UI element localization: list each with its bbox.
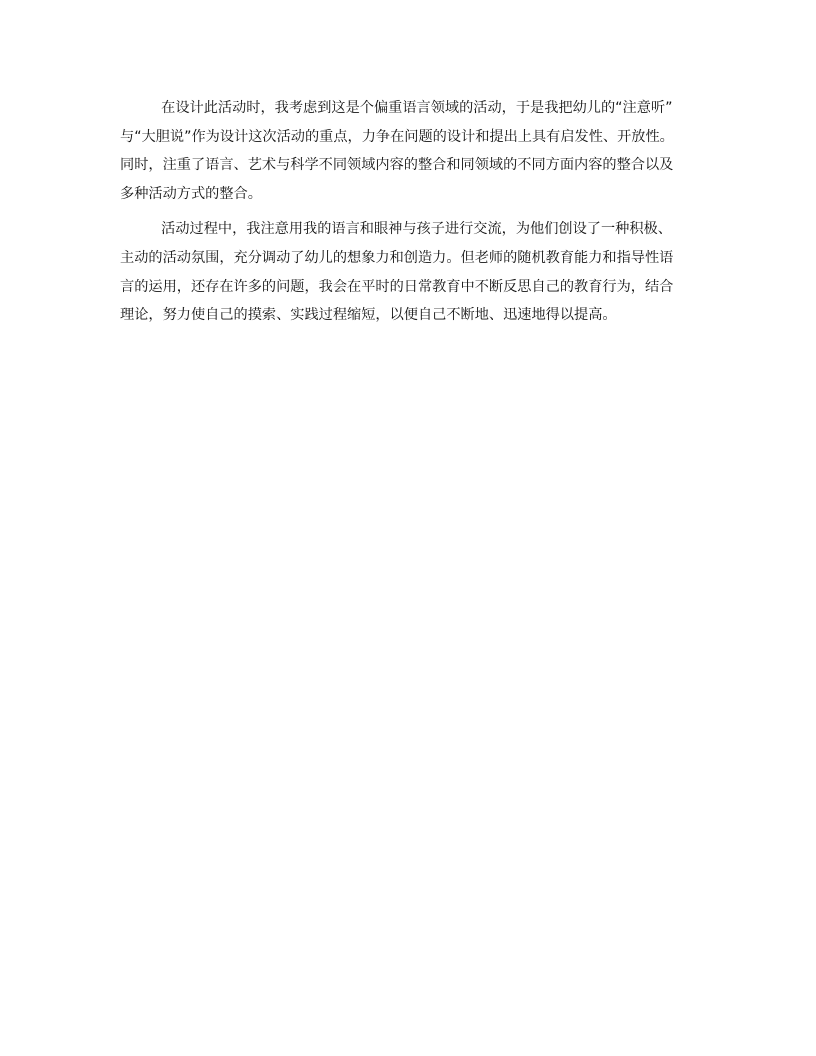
paragraph-1 (120, 94, 698, 208)
paragraph-1-line-4: 多种活动方式的整合。 (120, 185, 262, 202)
paragraph-1-line-3: 同时，注重了语言、艺术与科学不同领域内容的整合和同领域的不同方面内容的整合以及 (120, 157, 674, 174)
paragraph-2-line-1: 活动过程中，我注意用我的语言和眼神与孩子进行交流，为他们创设了一种积极、 (161, 221, 672, 238)
document-body (120, 94, 698, 337)
paragraph-1-line-1: 在设计此活动时，我考虑到这是个偏重语言领域的活动，于是我把幼儿的“注意听” (161, 100, 673, 116)
paragraph-2-line-2: 主动的活动氛围，充分调动了幼儿的想象力和创造力。但老师的随机教育能力和指导性语 (120, 249, 674, 266)
paragraph-2 (120, 215, 698, 329)
paragraph-1-line-2: 与“大胆说”作为设计这次活动的重点，力争在问题的设计和提出上具有启发性、开放性。 (120, 128, 674, 145)
paragraph-2-line-3: 言的运用，还存在许多的问题，我会在平时的日常教育中不断反思自己的教育行为，结合 (120, 278, 674, 295)
paragraph-2-line-4: 理论，努力使自己的摸索、实践过程缩短，以便自己不断地、迅速地得以提高。 (120, 307, 617, 324)
